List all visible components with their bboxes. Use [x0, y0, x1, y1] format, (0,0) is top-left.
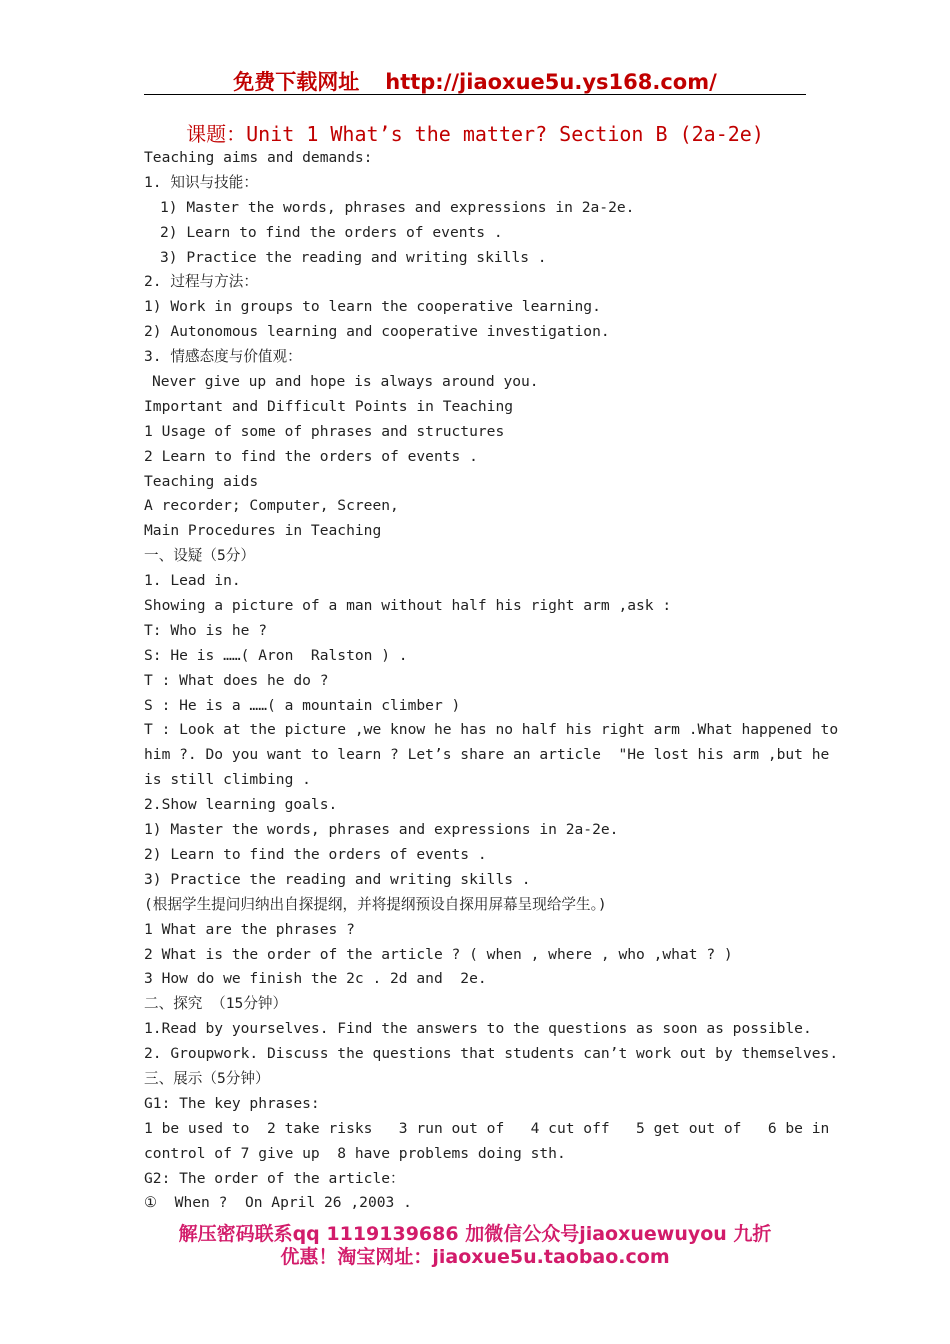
text-line: 一、设疑（5分） [144, 547, 255, 565]
header [144, 66, 806, 96]
text-line: 1 What are the phrases ? [144, 920, 355, 938]
text-line: him ?. Do you want to learn ? Let’s share an article "He lost his arm ,but he [144, 746, 830, 764]
text-line: control of 7 give up 8 have problems doing sth. [144, 1144, 566, 1162]
text-line: S: He is ……( Aron Ralston ) . [144, 646, 408, 664]
text-line: Main Procedures in Teaching [144, 522, 382, 540]
text-line: Important and Difficult Points in Teaching [144, 397, 514, 415]
text-line: 2. Groupwork. Discuss the questions that students can’t work out by themselves. [144, 1045, 839, 1063]
lesson-title: 课题：Unit 1 What’s the matter? Section B (2a-2e) [186, 122, 764, 146]
footer-shop: 优惠！淘宝网址：jiaoxue5u.taobao.com [280, 1246, 670, 1268]
text-line: Teaching aims and demands: [144, 149, 373, 166]
text-line: G2: The order of the article： [144, 1169, 405, 1187]
text-line: 三、展示（5分钟） [144, 1069, 270, 1087]
text-line: 2) Autonomous learning and cooperative investigation. [144, 323, 610, 341]
text-line: 3 How do we finish the 2c . 2d and 2e. [144, 970, 487, 988]
text-line: 2) Learn to find the orders of events . [144, 845, 487, 863]
text-line: 2 Learn to find the orders of events . [144, 447, 478, 465]
text-line: A recorder; Computer, Screen, [144, 497, 399, 515]
text-line: Teaching aids [144, 472, 259, 490]
text-line: 1) Master the words, phrases and expressions in 2a-2e. [160, 198, 635, 216]
text-line: 二、探究 （15分钟） [144, 995, 288, 1013]
text-line: 1.Read by yourselves. Find the answers to the questions as soon as possible. [144, 1020, 812, 1038]
header-label: 免费下载网址 [233, 70, 360, 94]
text-line: 3) Practice the reading and writing skills . [144, 870, 531, 888]
text-line: 2.Show learning goals. [144, 796, 338, 814]
text-line: 2. 过程与方法： [144, 273, 258, 291]
lesson-body [144, 146, 839, 1216]
text-line: 2) Learn to find the orders of events . [160, 223, 503, 241]
text-line: 1. Lead in. [144, 572, 241, 590]
text-line: T : What does he do ? [144, 671, 329, 689]
text-line: 1) Master the words, phrases and expressions in 2a-2e. [144, 821, 619, 839]
text-line: 3) Practice the reading and writing skills . [160, 248, 547, 266]
header-divider [144, 94, 806, 95]
text-line: Never give up and hope is always around you. [152, 373, 539, 391]
text-line: ① When ? On April 26 ,2003 . [144, 1194, 412, 1212]
text-line: is still climbing . [144, 771, 311, 789]
text-line: S : He is a ……( a mountain climber ) [144, 696, 461, 714]
text-line: 2 What is the order of the article ? ( when , where , who ,what ? ) [144, 945, 733, 963]
text-line: 1 be used to 2 take risks 3 run out of 4 cut off 5 get out of 6 be in [144, 1119, 830, 1137]
text-line: Showing a picture of a man without half his right arm ,ask : [144, 597, 672, 615]
footer-contact: 解压密码联系qq 1119139686 加微信公众号jiaoxuewuyou 九折 [178, 1223, 772, 1245]
text-line: 1) Work in groups to learn the cooperative learning. [144, 298, 601, 316]
header-url[interactable]: http://jiaoxue5u.ys168.com/ [385, 70, 717, 94]
text-line: G1: The key phrases: [144, 1094, 320, 1112]
text-line: T : Look at the picture ,we know he has no half his right arm .What happened to [144, 721, 839, 739]
text-line: T: Who is he ? [144, 621, 268, 639]
text-line: 1 Usage of some of phrases and structures [144, 422, 505, 440]
text-line: 1. 知识与技能： [144, 173, 258, 191]
text-line: (根据学生提问归纳出自探提纲，并将提纲预设自探用屏幕呈现给学生。) [144, 895, 607, 913]
text-line: 3. 情感态度与价值观： [144, 348, 302, 366]
